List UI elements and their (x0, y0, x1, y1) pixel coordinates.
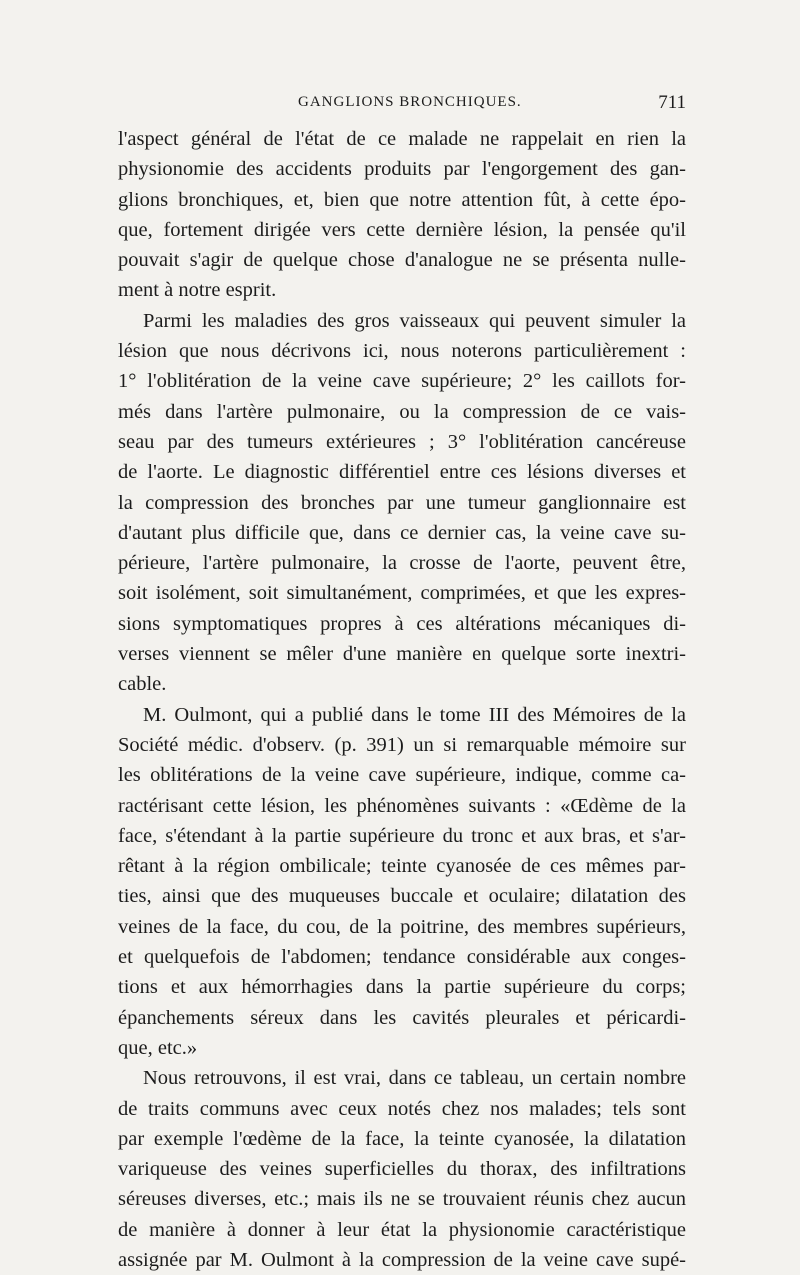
text-line: de manière à donner à leur état la physionomie caractéristique (118, 1218, 686, 1241)
text-line: rêtant à la région ombilicale; teinte cyanosée de ces mêmes par- (118, 855, 686, 878)
page-number: 711 (658, 92, 686, 113)
text-line: sions symptomatiques propres à ces altérations mécaniques di- (118, 612, 686, 635)
text-line: la compression des bronches par une tumeur ganglionnaire est (118, 491, 686, 514)
text-line: l'aspect général de l'état de ce malade ne rappelait en rien la (118, 128, 686, 150)
text-line: cable. (118, 673, 167, 696)
text-line: séreuses diverses, etc.; mais ils ne se trouvaient réunis chez aucun (118, 1188, 686, 1211)
text-line: que, fortement dirigée vers cette dernière lésion, la pensée qu'il (118, 218, 686, 241)
text-line: soit isolément, soit simultanément, comprimées, et que les expres- (118, 582, 686, 605)
text-line: més dans l'artère pulmonaire, ou la compression de ce vais- (118, 400, 686, 423)
text-line: périeure, l'artère pulmonaire, la crosse de l'aorte, peuvent être, (118, 552, 686, 575)
text-line: par exemple l'œdème de la face, la teinte cyanosée, la dilatation (118, 1127, 686, 1150)
text-line: ment à notre esprit. (118, 279, 277, 302)
text-line: face, s'étendant à la partie supérieure du tronc et aux bras, et s'ar- (118, 824, 686, 847)
text-line: les oblitérations de la veine cave supérieure, indique, comme ca- (118, 764, 686, 787)
text-line: physionomie des accidents produits par l'engorgement des gan- (118, 158, 686, 181)
text-line: variqueuse des veines superficielles du thorax, des infiltrations (118, 1158, 686, 1181)
text-line: M. Oulmont, qui a publié dans le tome III des Mémoires de la (143, 703, 686, 726)
text-line: Société médic. d'observ. (p. 391) un si remarquable mémoire sur (118, 733, 686, 756)
running-title: GANGLIONS BRONCHIQUES. (298, 94, 522, 110)
text-line: et quelquefois de l'abdomen; tendance considérable aux conges- (118, 946, 686, 969)
text-line: épanchements séreux dans les cavités pleurales et péricardi- (118, 1006, 686, 1029)
text-line: ties, ainsi que des muqueuses buccale et oculaire; dilatation des (118, 885, 686, 908)
text-line: Nous retrouvons, il est vrai, dans ce tableau, un certain nombre (143, 1067, 686, 1090)
text-line: tions et aux hémorrhagies dans la partie supérieure du corps; (118, 976, 686, 999)
text-line: pouvait s'agir de quelque chose d'analogue ne se présenta nulle- (118, 249, 686, 272)
text-line: seau par des tumeurs extérieures ; 3° l'oblitération cancéreuse (118, 430, 686, 453)
text-line: 1° l'oblitération de la veine cave supérieure; 2° les caillots for- (118, 370, 686, 393)
text-line: glions bronchiques, et, bien que notre attention fût, à cette épo- (118, 188, 686, 211)
text-line: de l'aorte. Le diagnostic différentiel entre ces lésions diverses et (118, 461, 686, 484)
text-line: veines de la face, du cou, de la poitrine, des membres supérieurs, (118, 915, 686, 938)
text-line: d'autant plus difficile que, dans ce dernier cas, la veine cave su- (118, 521, 686, 544)
text-line: ractérisant cette lésion, les phénomènes suivants : «Œdème de la (118, 794, 686, 817)
text-line: Parmi les maladies des gros vaisseaux qui peuvent simuler la (143, 309, 686, 332)
text-line: verses viennent se mêler d'une manière en quelque sorte inextri- (118, 643, 686, 666)
body-text (118, 124, 686, 1275)
text-line: lésion que nous décrivons ici, nous noterons particulièrement : (118, 340, 686, 363)
page-header (118, 94, 686, 124)
text-line: de traits communs avec ceux notés chez nos malades; tels sont (118, 1097, 686, 1120)
text-line: que, etc.» (118, 1036, 198, 1059)
text-line: assignée par M. Oulmont à la compression de la veine cave supé- (118, 1248, 686, 1271)
